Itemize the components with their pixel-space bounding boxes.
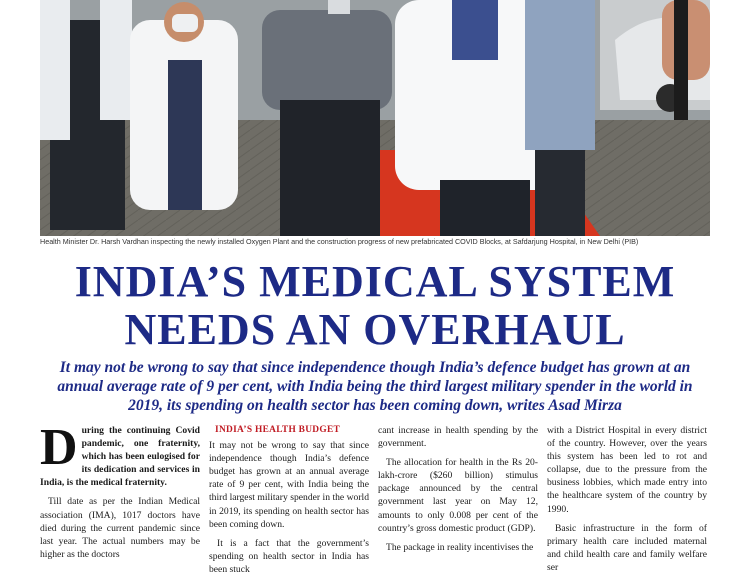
- body-paragraph: Basic infrastructure in the form of primary health care included maternal and child health care and family welfare ser: [547, 522, 707, 573]
- body-column-4: [547, 424, 707, 573]
- body-column-3: [378, 424, 538, 553]
- headline-line-2: NEEDS AN OVERHAUL: [124, 305, 626, 354]
- body-column-2: [209, 424, 369, 575]
- headline-line-1: INDIA’S MEDICAL SYSTEM: [74, 257, 676, 306]
- photo-caption: Health Minister Dr. Harsh Vardhan inspecting the newly installed Oxygen Plant and the construction progress of new prefabricated COVID Blocks, at Safdarjung Hospital, in New Delhi (PIB): [40, 237, 639, 246]
- lead-text: uring the continuing Covid pandemic, one fraternity, which has been eulogised for its dedication and services in India, is the medical fraternity.: [40, 425, 200, 489]
- body-paragraph: with a District Hospital in every district of the country. However, over the years this system has been led to rot and collapse, due to the pressure from the business lobbies, which made entry into the healthcare system of the country by 1990.: [547, 425, 707, 515]
- body-paragraph: Till date as per the Indian Medical association (IMA), 1017 doctors have died during the current pandemic since last year. The actual numbers may be higher as the doctors: [40, 496, 200, 560]
- lead-paragraph: [40, 419, 200, 489]
- body-paragraph: It may not be wrong to say that since independence though India’s defence budget has grown at an annual average rate of 9 per cent, with India being the third largest military spender in the world in 2019, its spending on health sector has been coming down.: [209, 440, 369, 530]
- standfirst: It may not be wrong to say that since independence though India’s defence budget has grown at an annual average rate of 9 per cent, with India being the third largest military spender in the world in 2019, its spending on health sector has been coming down, writes Asad Mirza: [57, 359, 693, 414]
- body-paragraph: The allocation for health in the Rs 20-lakh-crore ($260 billion) stimulus package announced by the central government last year on May 12, amounts to only 0.008 per cent of the country’s gross domestic product (GDP).: [378, 457, 538, 534]
- body-column-1: [40, 419, 200, 560]
- body-paragraph: The package in reality incentivises the: [386, 541, 534, 553]
- headline: [20, 258, 730, 354]
- news-photo: [40, 0, 710, 236]
- photo-illustration: [40, 0, 710, 236]
- section-subhead: INDIA’S HEALTH BUDGET: [215, 425, 341, 435]
- drop-cap: D: [40, 419, 78, 476]
- body-paragraph: It is a fact that the government’s spending on health sector in India has been stuck: [209, 537, 369, 575]
- body-paragraph: cant increase in health spending by the government.: [378, 425, 538, 450]
